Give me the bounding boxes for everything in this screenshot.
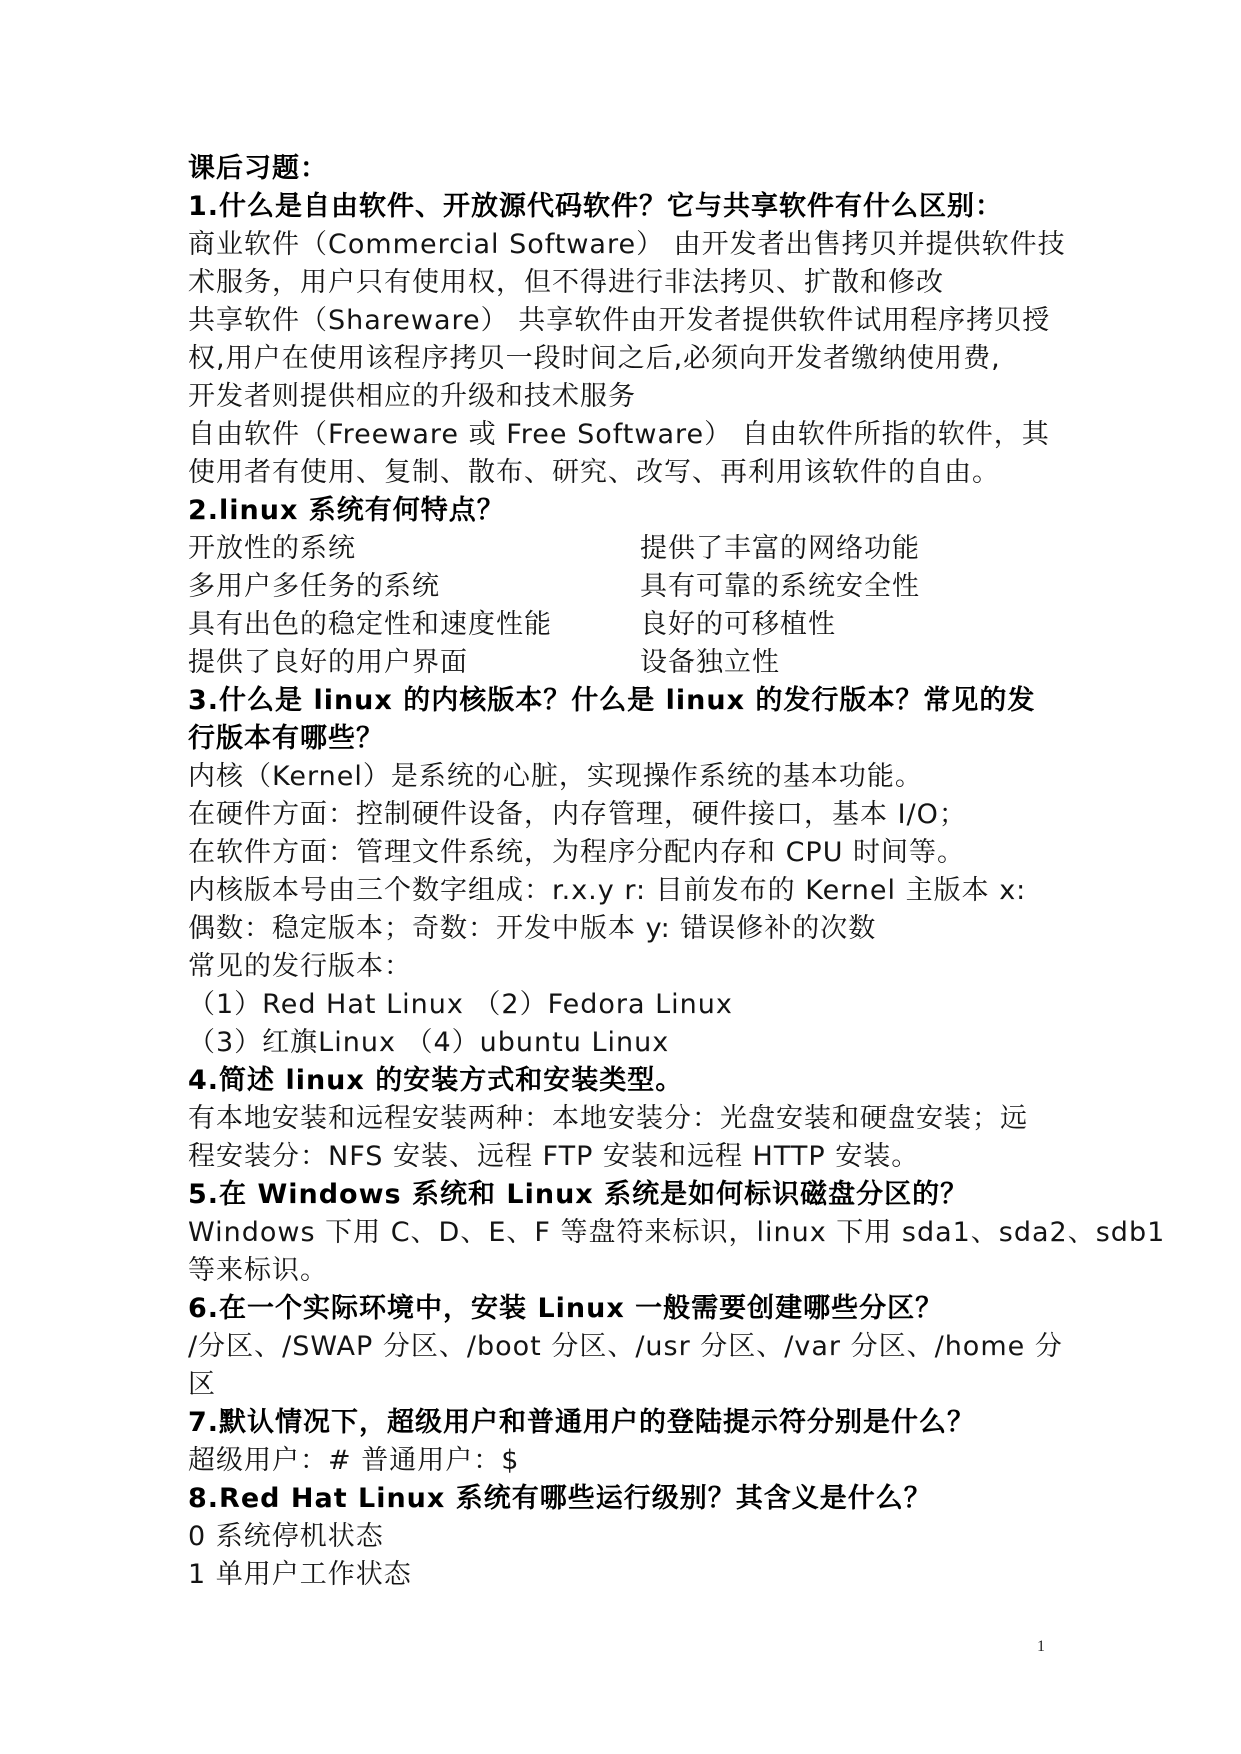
question-6-heading: 6.在一个实际环境中，安装 Linux 一般需要创建哪些分区？	[188, 1293, 944, 1324]
feature-item: 提供了良好的用户界面	[188, 647, 468, 678]
answer-line: 内核（Kernel）是系统的心脏，实现操作系统的基本功能。	[188, 761, 923, 792]
feature-item: 开放性的系统	[188, 533, 356, 564]
answer-line: 使用者有使用、复制、散布、研究、改写、再利用该软件的自由。	[188, 457, 1000, 488]
answer-line: 偶数：稳定版本；奇数：开发中版本 y: 错误修补的次数	[188, 913, 877, 944]
feature-row	[188, 644, 1088, 682]
feature-row	[188, 568, 1088, 606]
answer-line: 术服务，用户只有使用权，但不得进行非法拷贝、扩散和修改	[188, 267, 944, 298]
answer-line: 0 系统停机状态	[188, 1521, 384, 1552]
feature-row	[188, 530, 1088, 568]
answer-line: 常见的发行版本：	[188, 951, 412, 982]
answer-line: 超级用户：# 普通用户：$	[188, 1445, 520, 1476]
feature-item: 提供了丰富的网络功能	[640, 533, 920, 564]
answer-line: 等来标识。	[188, 1255, 328, 1286]
page-title: 课后习题：	[188, 153, 328, 184]
question-7-heading: 7.默认情况下，超级用户和普通用户的登陆提示符分别是什么？	[188, 1407, 976, 1438]
answer-line: 在硬件方面：控制硬件设备，内存管理，硬件接口，基本 I/O；	[188, 799, 967, 830]
question-2-heading: 2.linux 系统有何特点？	[188, 495, 505, 526]
question-3-heading: 3.什么是 linux 的内核版本？什么是 linux 的发行版本？常见的发	[188, 685, 1036, 716]
feature-item: 良好的可移植性	[640, 609, 836, 640]
answer-line: 开发者则提供相应的升级和技术服务	[188, 381, 636, 412]
feature-item: 多用户多任务的系统	[188, 571, 440, 602]
answer-line: 1 单用户工作状态	[188, 1559, 412, 1590]
answer-line: 自由软件（Freeware 或 Free Software） 自由软件所指的软件，其	[188, 419, 1050, 450]
feature-row	[188, 606, 1088, 644]
question-1-heading: 1.什么是自由软件、开放源代码软件？它与共享软件有什么区别：	[188, 191, 1004, 222]
answer-line: 区	[188, 1369, 216, 1400]
document-body	[188, 150, 1166, 1594]
answer-line: （3）红旗Linux （4）ubuntu Linux	[188, 1027, 670, 1058]
page-number: 1	[1037, 1638, 1045, 1655]
answer-line: 程安装分：NFS 安装、远程 FTP 安装和远程 HTTP 安装。	[188, 1141, 920, 1172]
answer-line: 共享软件（Shareware） 共享软件由开发者提供软件试用程序拷贝授	[188, 305, 1051, 336]
feature-item: 具有可靠的系统安全性	[640, 571, 920, 602]
answer-line: 商业软件（Commercial Software） 由开发者出售拷贝并提供软件技	[188, 229, 1066, 260]
question-4-heading: 4.简述 linux 的安装方式和安装类型。	[188, 1065, 684, 1096]
question-3-heading-cont: 行版本有哪些？	[188, 723, 384, 754]
answer-line: 权,用户在使用该程序拷贝一段时间之后,必须向开发者缴纳使用费,	[188, 343, 1001, 374]
answer-line: Windows 下用 C、D、E、F 等盘符来标识，linux 下用 sda1、sda2、sdb1	[188, 1217, 1166, 1248]
answer-line: 在软件方面：管理文件系统，为程序分配内存和 CPU 时间等。	[188, 837, 966, 868]
answer-line: 内核版本号由三个数字组成：r.x.y r: 目前发布的 Kernel 主版本 x:	[188, 875, 1027, 906]
answer-line: 有本地安装和远程安装两种：本地安装分：光盘安装和硬盘安装；远	[188, 1103, 1028, 1134]
answer-line: （1）Red Hat Linux （2）Fedora Linux	[188, 989, 733, 1020]
answer-line: /分区、/SWAP 分区、/boot 分区、/usr 分区、/var 分区、/home 分	[188, 1331, 1063, 1362]
question-8-heading: 8.Red Hat Linux 系统有哪些运行级别？其含义是什么？	[188, 1483, 932, 1514]
feature-item: 具有出色的稳定性和速度性能	[188, 609, 552, 640]
question-5-heading: 5.在 Windows 系统和 Linux 系统是如何标识磁盘分区的？	[188, 1179, 969, 1210]
feature-item: 设备独立性	[640, 647, 780, 678]
